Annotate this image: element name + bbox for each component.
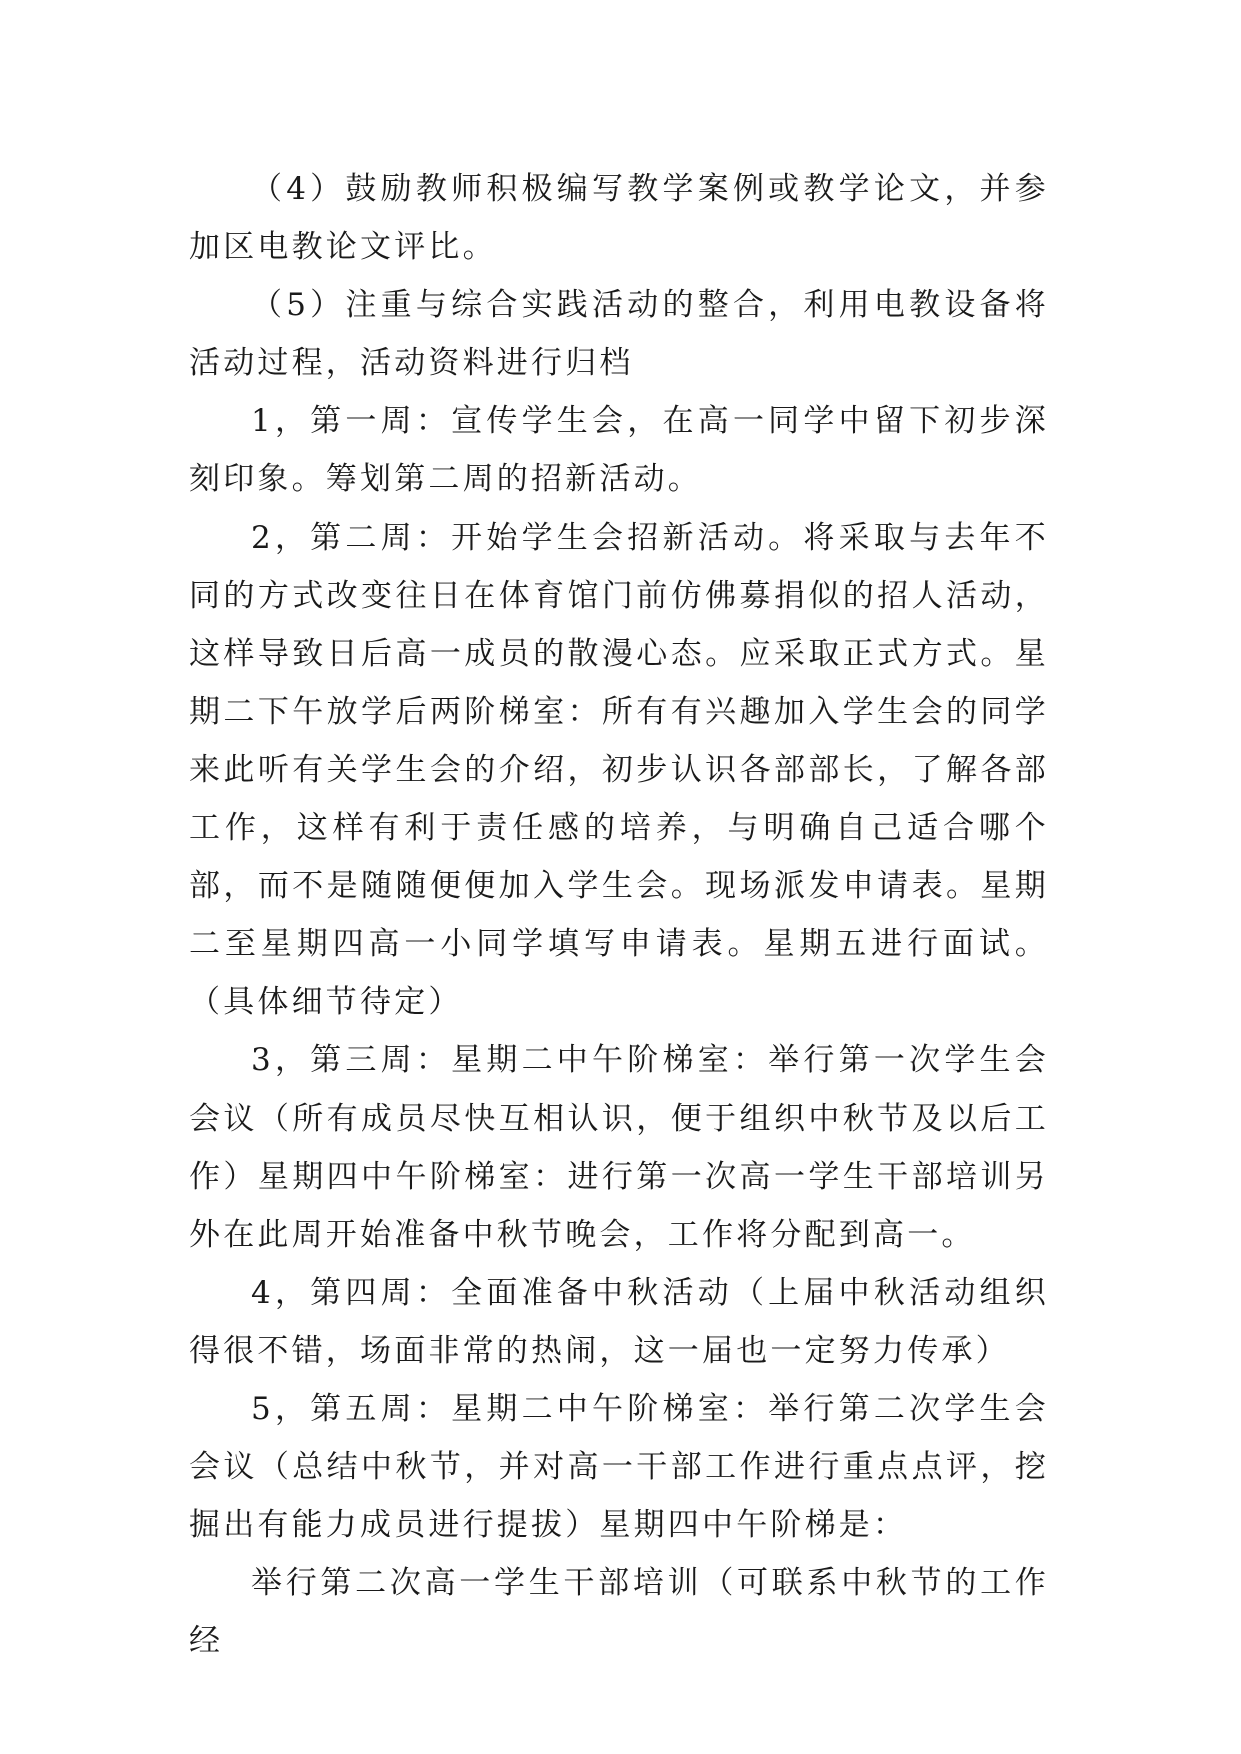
paragraph-item-4: （4）鼓励教师积极编写教学案例或教学论文，并参加区电教论文评比。 bbox=[189, 171, 1049, 266]
paragraph-training: 举行第二次高一学生干部培训（可联系中秋节的工作经 bbox=[189, 1565, 1049, 1660]
paragraph-week-5: 5，第五周：星期二中午阶梯室：举行第二次学生会会议（总结中秋节，并对高一干部工作进行重点点评，挖掘出有能力成员进行提拔）星期四中午阶梯是： bbox=[189, 1390, 1049, 1544]
paragraph-week-2: 2，第二周：开始学生会招新活动。将采取与去年不同的方式改变往日在体育馆门前仿佛募捐似的招人活动，这样导致日后高一成员的散漫心态。应采取正式方式。星期二下午放学后两阶梯室：所有有兴趣加入学生会的同学来此听有关学生会的介绍，初步认识各部部长，了解各部工作，这样有利于责任感的培养，与明确自己适合哪个部，而不是随随便便加入学生会。现场派发申请表。星期二至星期四高一小同学填写申请表。星期五进行面试。（具体细节待定） bbox=[189, 519, 1049, 1021]
paragraph-week-3: 3，第三周：星期二中午阶梯室：举行第一次学生会会议（所有成员尽快互相认识，便于组织中秋节及以后工作）星期四中午阶梯室：进行第一次高一学生干部培训另外在此周开始准备中秋节晚会，工作将分配到高一。 bbox=[189, 1042, 1049, 1253]
paragraph-item-5: （5）注重与综合实践活动的整合，利用电教设备将活动过程，活动资料进行归档 bbox=[189, 287, 1049, 382]
paragraph-week-1: 1，第一周：宣传学生会，在高一同学中留下初步深刻印象。筹划第二周的招新活动。 bbox=[189, 403, 1049, 498]
document-body bbox=[189, 160, 1049, 1670]
paragraph-week-4: 4，第四周：全面准备中秋活动（上届中秋活动组织得很不错，场面非常的热闹，这一届也一定努力传承） bbox=[189, 1274, 1049, 1369]
